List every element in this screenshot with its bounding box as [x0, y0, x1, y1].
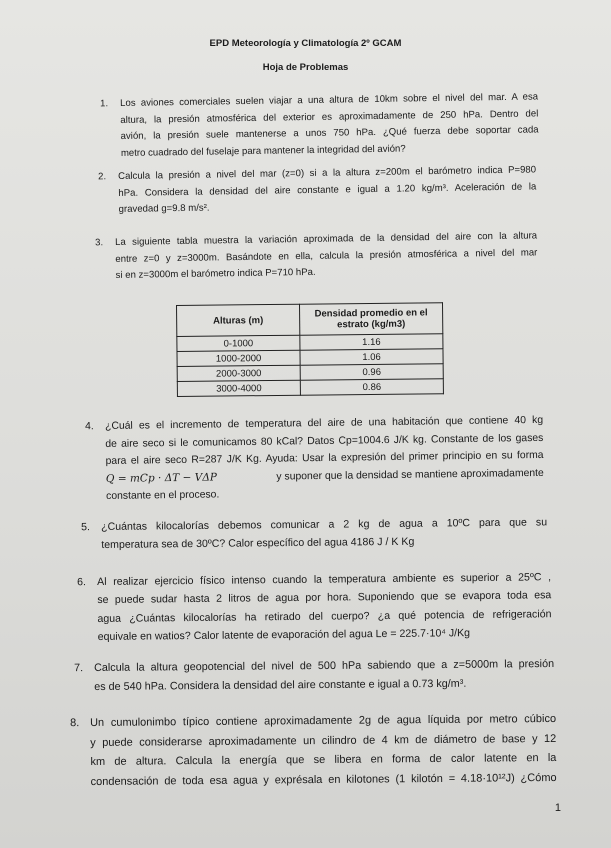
table-cell: 2000-3000	[177, 365, 300, 381]
problem-line: entre z=0 y z=3000m. Basándote en ella, calcula la presión atmosférica a nivel del mar	[115, 246, 538, 265]
problem-line: Un cumulonimbo típico contiene aproximadamente 2g de agua líquida por metro cúbico	[90, 712, 557, 729]
table-cell: 0.86	[300, 379, 443, 395]
problem-line: avión, la presión suele mantenerse a unos 750 hPa. ¿Qué fuerza debe soportar cada	[120, 124, 539, 142]
problem-line: si en z=3000m el barómetro indica P=710 hPa.	[115, 266, 316, 281]
first-law-formula: Q = mCp · ΔT − VΔP	[105, 470, 218, 485]
problem-line: se puede sudar hasta 2 litros de agua por hora. Suponiendo que se evapora toda esa	[97, 589, 552, 607]
table-header-row	[177, 303, 443, 337]
document-title: EPD Meteorología y Climatología 2º GCAM	[209, 38, 402, 49]
table-cell: 1000-2000	[177, 350, 300, 366]
document-subtitle: Hoja de Problemas	[262, 62, 349, 73]
problem-6	[77, 568, 552, 646]
problem-number: 4.	[85, 421, 94, 433]
problem-line: Al realizar ejercicio físico intenso cuando la temperatura ambiente es superior a 25ºC ,	[97, 571, 552, 588]
problem-2	[98, 162, 537, 218]
problem-line: km de altura. Calcula la energía que se libera en forma de calor latente en la	[90, 751, 557, 768]
problem-number: 1.	[100, 98, 109, 110]
problem-line: Calcula la altura geopotencial del nivel de 500 hPa sabiendo que a z=5000m la presión	[94, 657, 555, 674]
problem-line: condensación de toda esa agua y exprésala en kilotones (1 kilotón = 4.18·10¹²J) ¿Cómo	[90, 771, 557, 788]
problem-8	[70, 710, 557, 792]
problem-line: es de 540 hPa. Considera la densidad del aire constante e igual a 0.73 kg/m³.	[94, 677, 467, 693]
problem-1	[100, 89, 539, 162]
problem-number: 7.	[74, 662, 84, 675]
problem-line: ¿Cuántas kilocalorías debemos comunicar a 2 kg de agua a 10ºC para que su	[101, 516, 548, 533]
density-table	[176, 302, 444, 397]
problem-line: altura, la presión atmosférica del exterior es aproximadamente de 250 hPa. Dentro del	[120, 107, 539, 126]
problem-number: 8.	[70, 717, 80, 730]
problem-number: 3.	[95, 237, 104, 249]
problem-line: hPa. Considera la densidad del aire constante e igual a 1.20 kg/m³. Aceleración de la	[118, 180, 537, 199]
table-cell: 0-1000	[177, 335, 300, 351]
problem-number: 5.	[81, 521, 91, 534]
problem-line: para el aire seco R=287 J/K Kg. Ayuda: Usar la expresión del primer principio en su forma	[105, 449, 544, 467]
problem-line: constante en el proceso.	[106, 489, 220, 502]
problem-number: 6.	[77, 576, 87, 589]
problem-line: y puede considerarse aproximadamente un cilindro de 4 km de diámetro de base y 12	[90, 732, 557, 749]
table-cell: 1.06	[300, 349, 443, 365]
problem-line: agua ¿Cuántas kilocalorías ha retirado del cuerpo? ¿a qué potencia de refrigeración	[97, 607, 552, 625]
problem-line: Los aviones comerciales suelen viajar a una altura de 10km sobre el nivel del mar. A esa	[120, 91, 539, 109]
problem-7	[74, 655, 555, 697]
table-row	[177, 379, 443, 397]
problem-number: 2.	[98, 171, 107, 183]
table-cell: 3000-4000	[177, 380, 300, 396]
problem-4	[85, 412, 544, 506]
page-number: 1	[554, 802, 561, 814]
table-cell: 0.96	[300, 364, 443, 380]
problem-line: Calcula la presión a nivel del mar (z=0) si a la altura z=200m el barómetro indica P=980	[118, 164, 537, 182]
problem-3	[95, 228, 538, 284]
table-cell: 1.16	[300, 334, 443, 350]
problem-line: metro cuadrado del fuselaje para mantener la integridad del avión?	[120, 143, 406, 159]
problem-line: temperatura sea de 30ºC? Calor específico del agua 4186 J / K Kg	[101, 535, 415, 551]
problem-line: de aire seco si le comunicamos 80 kCal? Datos Cp=1004.6 J/K kg. Constante de los gases	[105, 432, 544, 450]
problem-5	[81, 513, 548, 554]
problem-line: equivale en watios? Calor latente de evaporación del agua Le = 225.7·10⁴ J/Kg	[97, 626, 471, 643]
table-header: Alturas (m)	[177, 304, 300, 336]
problem-line: La siguiente tabla muestra la variación aproximada de la densidad del aire con la altura	[115, 230, 538, 248]
problem-line: gravedad g=9.8 m/s².	[118, 202, 210, 215]
table-header: Densidad promedio en el estrato (kg/m3)	[299, 303, 442, 335]
problem-line: y suponer que la densidad se mantiene aproximadamente	[276, 467, 544, 483]
problem-line: ¿Cuál es el incremento de temperatura del aire de una habitación que contiene 40 kg	[105, 414, 544, 432]
